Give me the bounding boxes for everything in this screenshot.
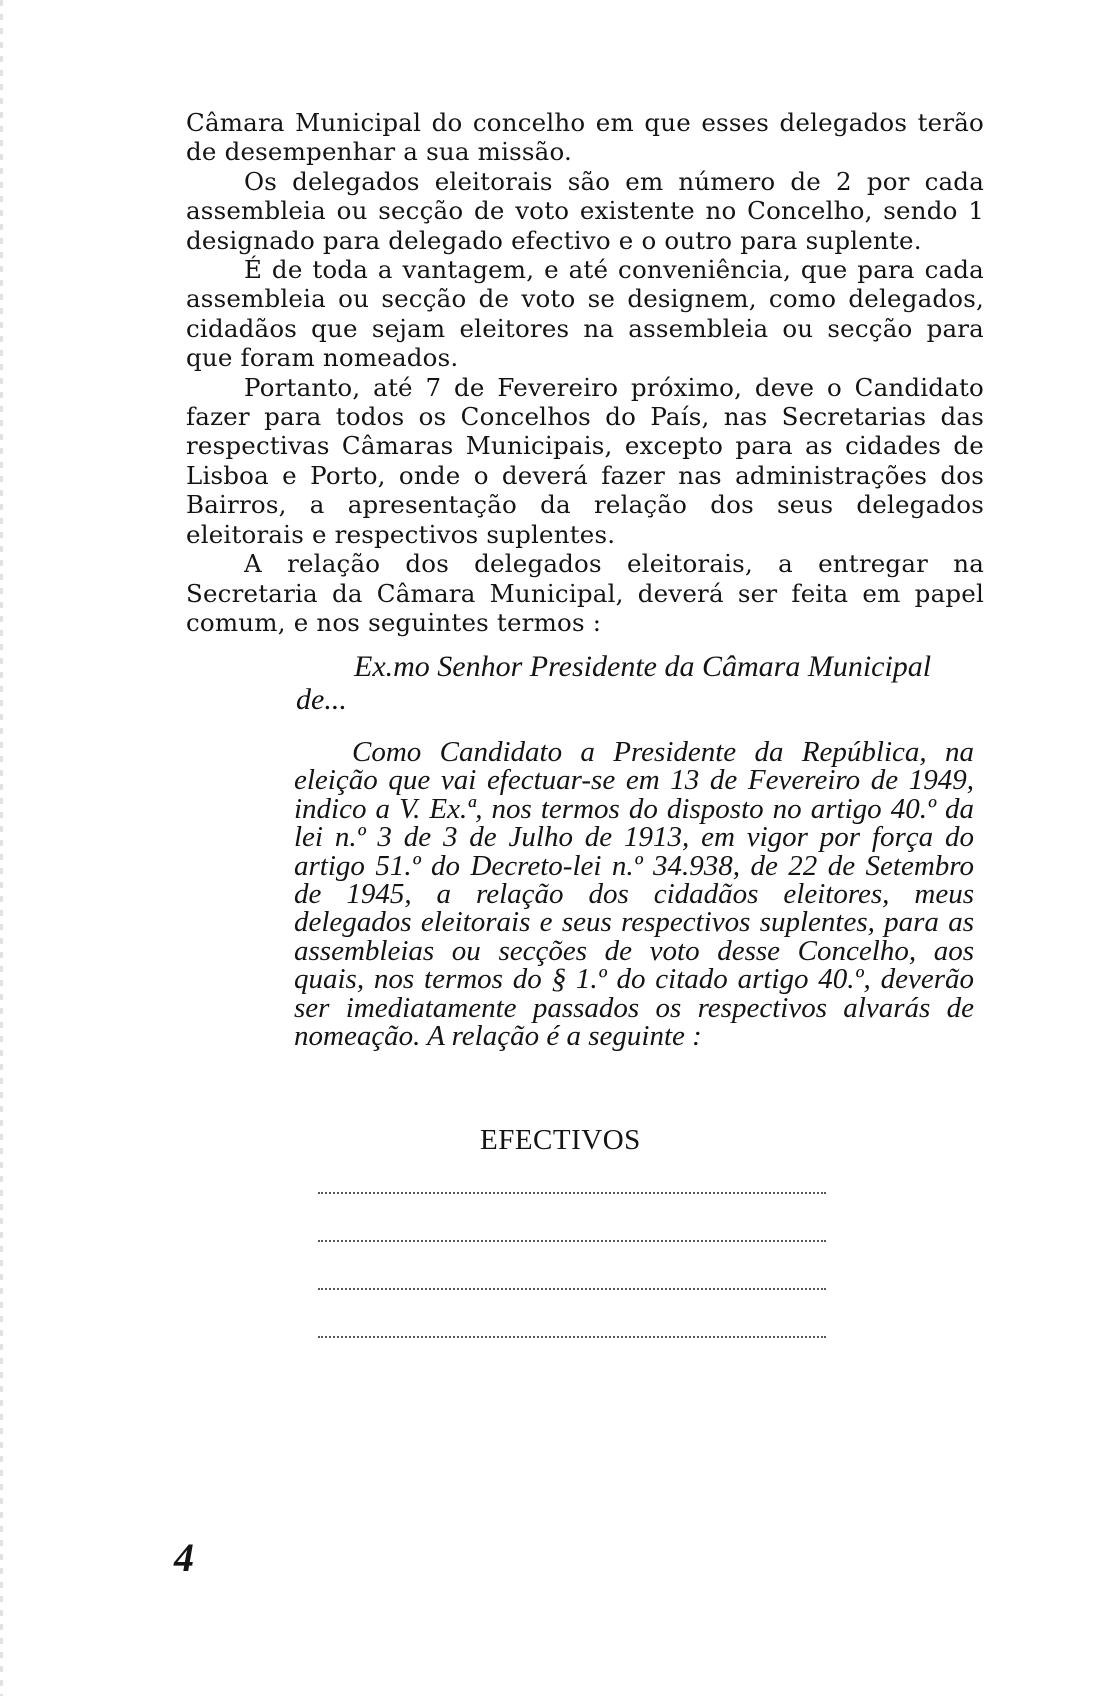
paragraph-convenience: É de toda a vantagem, e até conveniência, que para cada assembleia ou secção de voto se designem, como delegados, cidadãos que sejam eleitores na assembleia ou secção para que foram nomeados.	[186, 255, 984, 373]
paragraph-deadline: Portanto, até 7 de Fevereiro próximo, deve o Candidato fazer para todos os Concelhos do País, nas Secretarias das respectivas Câmaras Municipais, excepto para as cidades de Lisboa e Porto, onde o deverá fazer nas administrações dos Bairros, a apresentação da relação dos seus delegados eleitorais e respectivos suplentes.	[186, 372, 984, 549]
page-number: 4	[174, 1535, 194, 1580]
section-heading-efectivos: EFECTIVOS	[480, 1124, 641, 1156]
paragraph-form-instructions: A relação dos delegados eleitorais, a entregar na Secretaria da Câmara Municipal, deverá ser feita em papel comum, e nos seguintes termos :	[186, 549, 984, 637]
body-text	[186, 108, 984, 637]
salutation-line-1: Ex.mo Senhor Presidente da Câmara Municipal	[354, 650, 932, 683]
fill-in-line	[318, 1192, 826, 1194]
paragraph-delegates-number: Os delegados eleitorais são em número de 2 por cada assembleia ou secção de voto existente no Concelho, sendo 1 designado para delegado efectivo e o outro para suplente.	[186, 166, 984, 255]
fill-in-line	[318, 1336, 826, 1338]
letter-salutation	[296, 650, 986, 716]
letter-body-text: Como Candidato a Presidente da República, na eleição que vai efectuar-se em 13 de Fevereiro de 1949, indico a V. Ex.ª, nos termos do disposto no artigo 40.º da lei n.º 3 de 3 de Julho de 1913, em vigor por força do artigo 51.º do Decreto-lei n.º 34.938, de 22 de Setembro de 1945, a relação dos cidadãos eleitores, meus delegados eleitorais e seus respectivos suplentes, para as assembleias ou secções de voto desse Concelho, aos quais, nos termos do § 1.º do citado artigo 40.º, deverão ser imediatamente passados os respectivos alvarás de nomeação. A relação é a seguinte :	[294, 736, 974, 1053]
salutation-line-2: de...	[296, 683, 347, 716]
scan-edge-artifact	[0, 0, 3, 1696]
fill-in-line	[318, 1240, 826, 1242]
fill-in-line	[318, 1288, 826, 1290]
letter-template	[294, 736, 974, 1053]
paragraph-continuation: Câmara Municipal do concelho em que esses delegados terão de desempenhar a sua missão.	[186, 108, 984, 167]
